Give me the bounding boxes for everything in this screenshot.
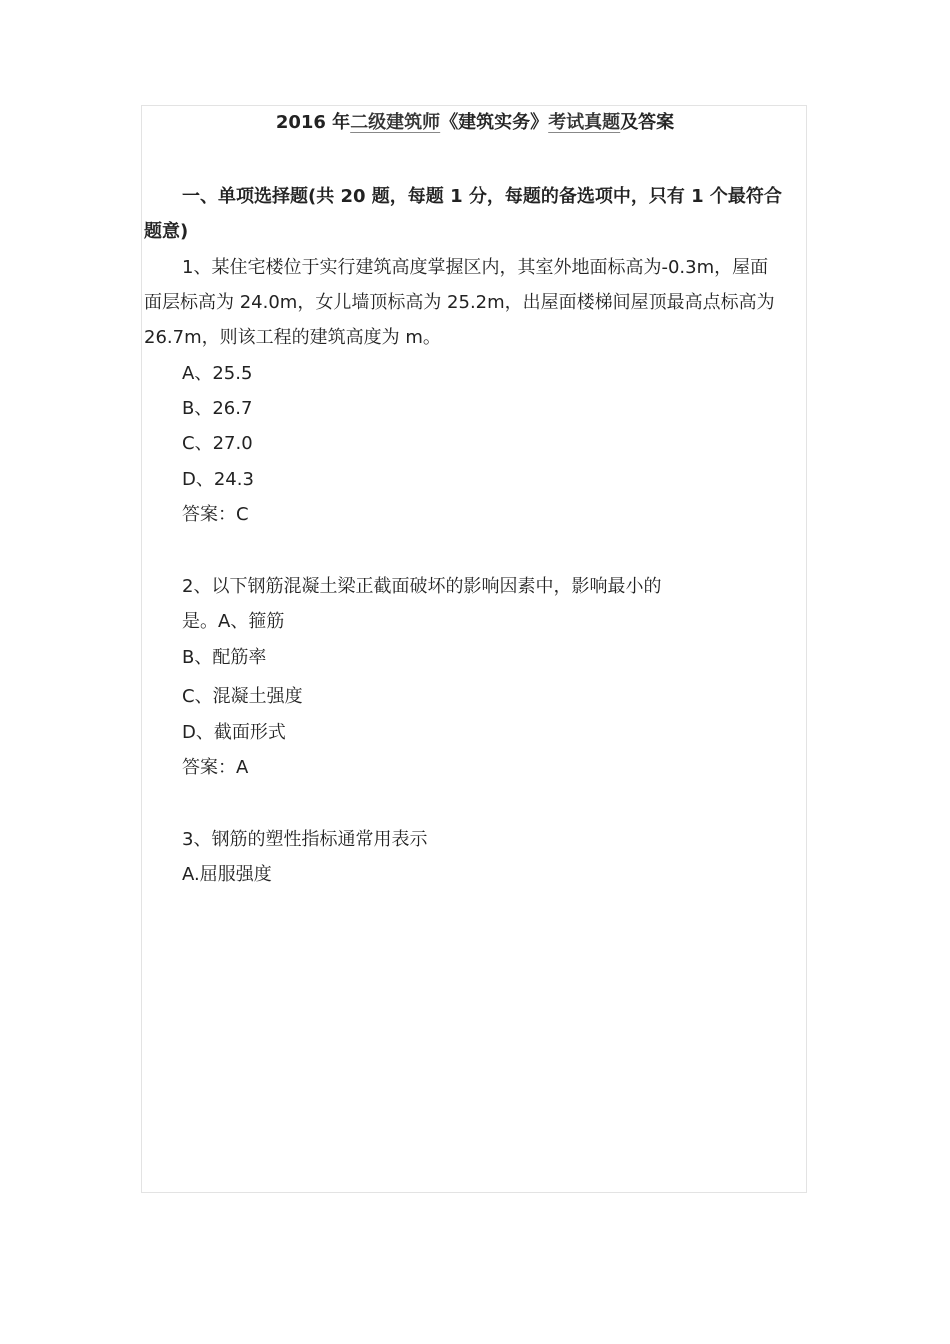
section-heading-line-2: 题意) xyxy=(144,221,189,242)
q3-option-a: A.屈服强度 xyxy=(182,864,272,885)
q2-stem-line-1: 2、以下钢筋混凝土梁正截面破坏的影响因素中，影响最小的 xyxy=(182,576,662,597)
q2-stem-line-2: 是。A、箍筋 xyxy=(182,611,285,632)
q1-stem-line-1: 1、某住宅楼位于实行建筑高度掌握区内，其室外地面标高为-0.3m，屋面 xyxy=(182,257,769,278)
title-link-exam[interactable]: 考试真题 xyxy=(548,112,621,133)
q1-option-d: D、24.3 xyxy=(182,469,254,490)
q1-stem-line-2: 面层标高为 24.0m，女儿墙顶标高为 25.2m，出屋面楼梯间屋顶最高点标高为 xyxy=(144,292,775,313)
q2-option-b: B、配筋率 xyxy=(182,647,267,668)
q2-option-c: C、混凝土强度 xyxy=(182,686,303,707)
title-link-architect[interactable]: 二级建筑师 xyxy=(350,112,441,133)
document-title xyxy=(0,111,950,135)
section-heading-line-1: 一、单项选择题(共 20 题，每题 1 分，每题的备选项中，只有 1 个最符合 xyxy=(182,186,782,207)
q3-stem-line-1: 3、钢筋的塑性指标通常用表示 xyxy=(182,829,428,850)
q1-option-c: C、27.0 xyxy=(182,433,253,454)
q2-option-d: D、截面形式 xyxy=(182,722,286,743)
q1-stem-line-3: 26.7m，则该工程的建筑高度为 m。 xyxy=(144,327,441,348)
title-suffix: 及答案 xyxy=(620,112,675,133)
q1-answer: 答案：C xyxy=(182,504,249,525)
q1-option-a: A、25.5 xyxy=(182,363,253,384)
title-prefix: 2016 年 xyxy=(275,112,351,133)
q2-answer: 答案：A xyxy=(182,757,249,778)
q1-option-b: B、26.7 xyxy=(182,398,253,419)
title-middle: 《建筑实务》 xyxy=(440,112,549,133)
